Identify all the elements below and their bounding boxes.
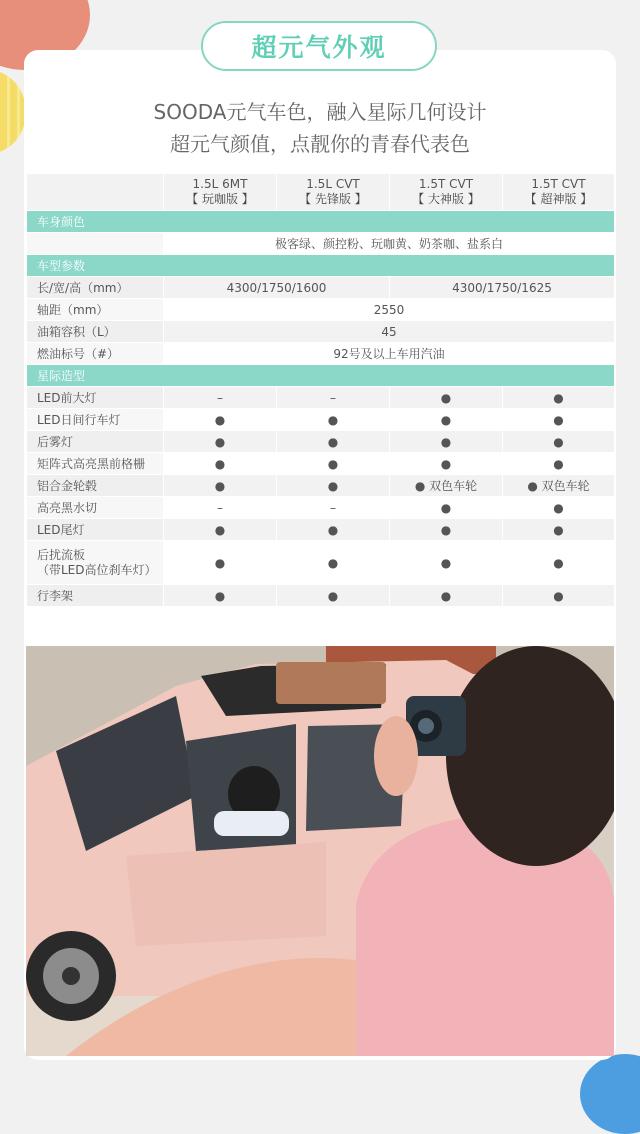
cell-value: –	[277, 387, 390, 409]
cell-value: 92号及以上车用汽油	[164, 343, 615, 365]
section-label: 车身颜色	[27, 211, 615, 233]
row-label: 长/宽/高（mm）	[27, 277, 164, 299]
cell-value: ●	[390, 409, 503, 431]
table-row	[27, 387, 615, 409]
cell-value: ●	[503, 387, 615, 409]
spec-table	[26, 173, 615, 607]
table-row	[27, 497, 615, 519]
cell-value: 4300/1750/1600	[164, 277, 390, 299]
cell-value: –	[164, 387, 277, 409]
cell-value: ●	[277, 541, 390, 585]
cell-value: ●	[277, 585, 390, 607]
row-label	[27, 233, 164, 255]
row-label: LED日间行车灯	[27, 409, 164, 431]
car-photo-illustration	[26, 646, 614, 1056]
table-row	[27, 541, 615, 585]
cell-value: ●	[503, 409, 615, 431]
cell-value: ● 双色车轮	[390, 475, 503, 497]
cell-value: –	[164, 497, 277, 519]
table-row	[27, 321, 615, 343]
model-edition: 【 先锋版 】	[299, 192, 367, 206]
cell-value: –	[277, 497, 390, 519]
table-row	[27, 343, 615, 365]
cell-value: ●	[503, 431, 615, 453]
model-edition: 【 超神版 】	[524, 192, 593, 206]
table-row	[27, 431, 615, 453]
header-corner	[27, 174, 164, 211]
model-engine: 1.5T CVT	[418, 177, 474, 191]
table-row	[27, 299, 615, 321]
section-label: 星际造型	[27, 365, 615, 387]
row-label: 燃油标号（#）	[27, 343, 164, 365]
row-label: 高亮黑水切	[27, 497, 164, 519]
cell-value: ●	[503, 497, 615, 519]
row-label-line-1: 后扰流板	[37, 547, 86, 562]
model-header-row	[27, 174, 615, 211]
cell-value: ●	[390, 519, 503, 541]
cell-value: ●	[503, 541, 615, 585]
table-row	[27, 233, 615, 255]
cell-value: 4300/1750/1625	[390, 277, 615, 299]
table-row	[27, 277, 615, 299]
cell-value: ●	[390, 497, 503, 519]
colors-value: 极客绿、颜控粉、玩咖黄、奶茶咖、盐系白	[164, 233, 615, 255]
cell-value: ●	[277, 475, 390, 497]
model-edition: 【 玩咖版 】	[186, 192, 254, 206]
section-header-styling	[27, 365, 615, 387]
row-label: 油箱容积（L）	[27, 321, 164, 343]
cell-value: ●	[164, 541, 277, 585]
cell-value: ●	[164, 475, 277, 497]
row-label: 后雾灯	[27, 431, 164, 453]
cell-value: ●	[503, 519, 615, 541]
model-header	[390, 174, 503, 211]
model-engine: 1.5T CVT	[531, 177, 586, 191]
cell-value: ●	[503, 453, 615, 475]
cell-value: ●	[390, 453, 503, 475]
row-label: LED尾灯	[27, 519, 164, 541]
cell-value: 2550	[164, 299, 615, 321]
subtitle-line-2: 超元气颜值，点靓你的青春代表色	[170, 132, 470, 156]
row-label: 轴距（mm）	[27, 299, 164, 321]
row-label: 矩阵式高亮黑前格栅	[27, 453, 164, 475]
cell-value: ●	[390, 387, 503, 409]
model-header	[503, 174, 615, 211]
model-header	[164, 174, 277, 211]
section-header-model-params	[27, 255, 615, 277]
page-title: 超元气外观	[201, 21, 437, 71]
row-label: 行李架	[27, 585, 164, 607]
cell-value: 45	[164, 321, 615, 343]
section-label: 车型参数	[27, 255, 615, 277]
table-row	[27, 475, 615, 497]
model-engine: 1.5L CVT	[306, 177, 360, 191]
row-label: 铝合金轮毂	[27, 475, 164, 497]
row-label: LED前大灯	[27, 387, 164, 409]
decorative-yellow-circle	[0, 70, 26, 154]
table-row	[27, 519, 615, 541]
decorative-blue-circle	[580, 1054, 640, 1134]
cell-value: ●	[277, 453, 390, 475]
row-label	[27, 541, 164, 585]
model-engine: 1.5L 6MT	[192, 177, 248, 191]
cell-value: ●	[277, 431, 390, 453]
cell-value: ●	[164, 431, 277, 453]
cell-value: ●	[164, 585, 277, 607]
row-label-line-2: （带LED高位刹车灯）	[37, 562, 157, 577]
section-header-body-color	[27, 211, 615, 233]
table-row	[27, 453, 615, 475]
model-edition: 【 大神版 】	[412, 192, 480, 206]
cell-value: ●	[390, 585, 503, 607]
table-row	[27, 409, 615, 431]
cell-value: ●	[164, 453, 277, 475]
cell-value: ●	[390, 431, 503, 453]
lifestyle-photo	[26, 646, 614, 1056]
cell-value: ●	[164, 409, 277, 431]
cell-value: ●	[503, 585, 615, 607]
cell-value: ●	[277, 409, 390, 431]
cell-value: ● 双色车轮	[503, 475, 615, 497]
subtitle-line-1: SOODA元气车色，融入星际几何设计	[153, 100, 487, 124]
cell-value: ●	[164, 519, 277, 541]
table-row	[27, 585, 615, 607]
cell-value: ●	[277, 519, 390, 541]
cell-value: ●	[390, 541, 503, 585]
model-header	[277, 174, 390, 211]
